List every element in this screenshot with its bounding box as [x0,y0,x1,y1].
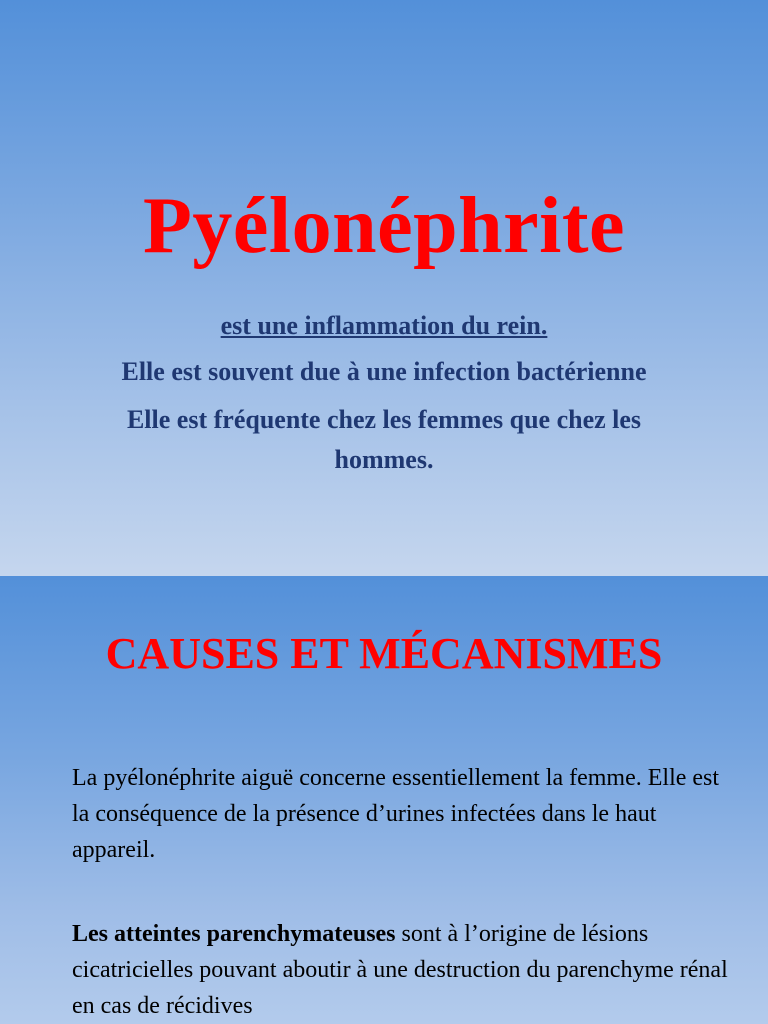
slide-1-body [84,306,684,488]
slide-2-title: CAUSES ET MÉCANISMES [105,629,663,678]
slide-2-paragraph-2-text [72,916,732,1024]
slide-2-paragraph-1-text: La pyélonéphrite aiguë concerne essentiellement la femme. Elle est la conséquence de la présence d’urines infectées dans le haut appareil. [72,765,720,863]
slide-2-paragraph-2-rest: sont à l’origine de lésions cicatricielles pouvant aboutir à une destruction du parenchyme rénal en cas de récidives [72,921,728,1019]
slide-2-paragraph-1 [72,760,732,868]
slide-1-line-cause: Elle est souvent due à une infection bactérienne [121,357,647,386]
slide-1-line-frequency: Elle est fréquente chez les femmes que chez les hommes. [126,405,642,474]
slide-1-line-definition: est une inflammation du rein. [220,311,548,340]
slide-1-title: Pyélonéphrite [143,182,625,270]
slide-2-paragraph-2 [72,916,732,1024]
slide-2-paragraph-2-bold: Les atteintes parenchymateuses [72,921,396,947]
